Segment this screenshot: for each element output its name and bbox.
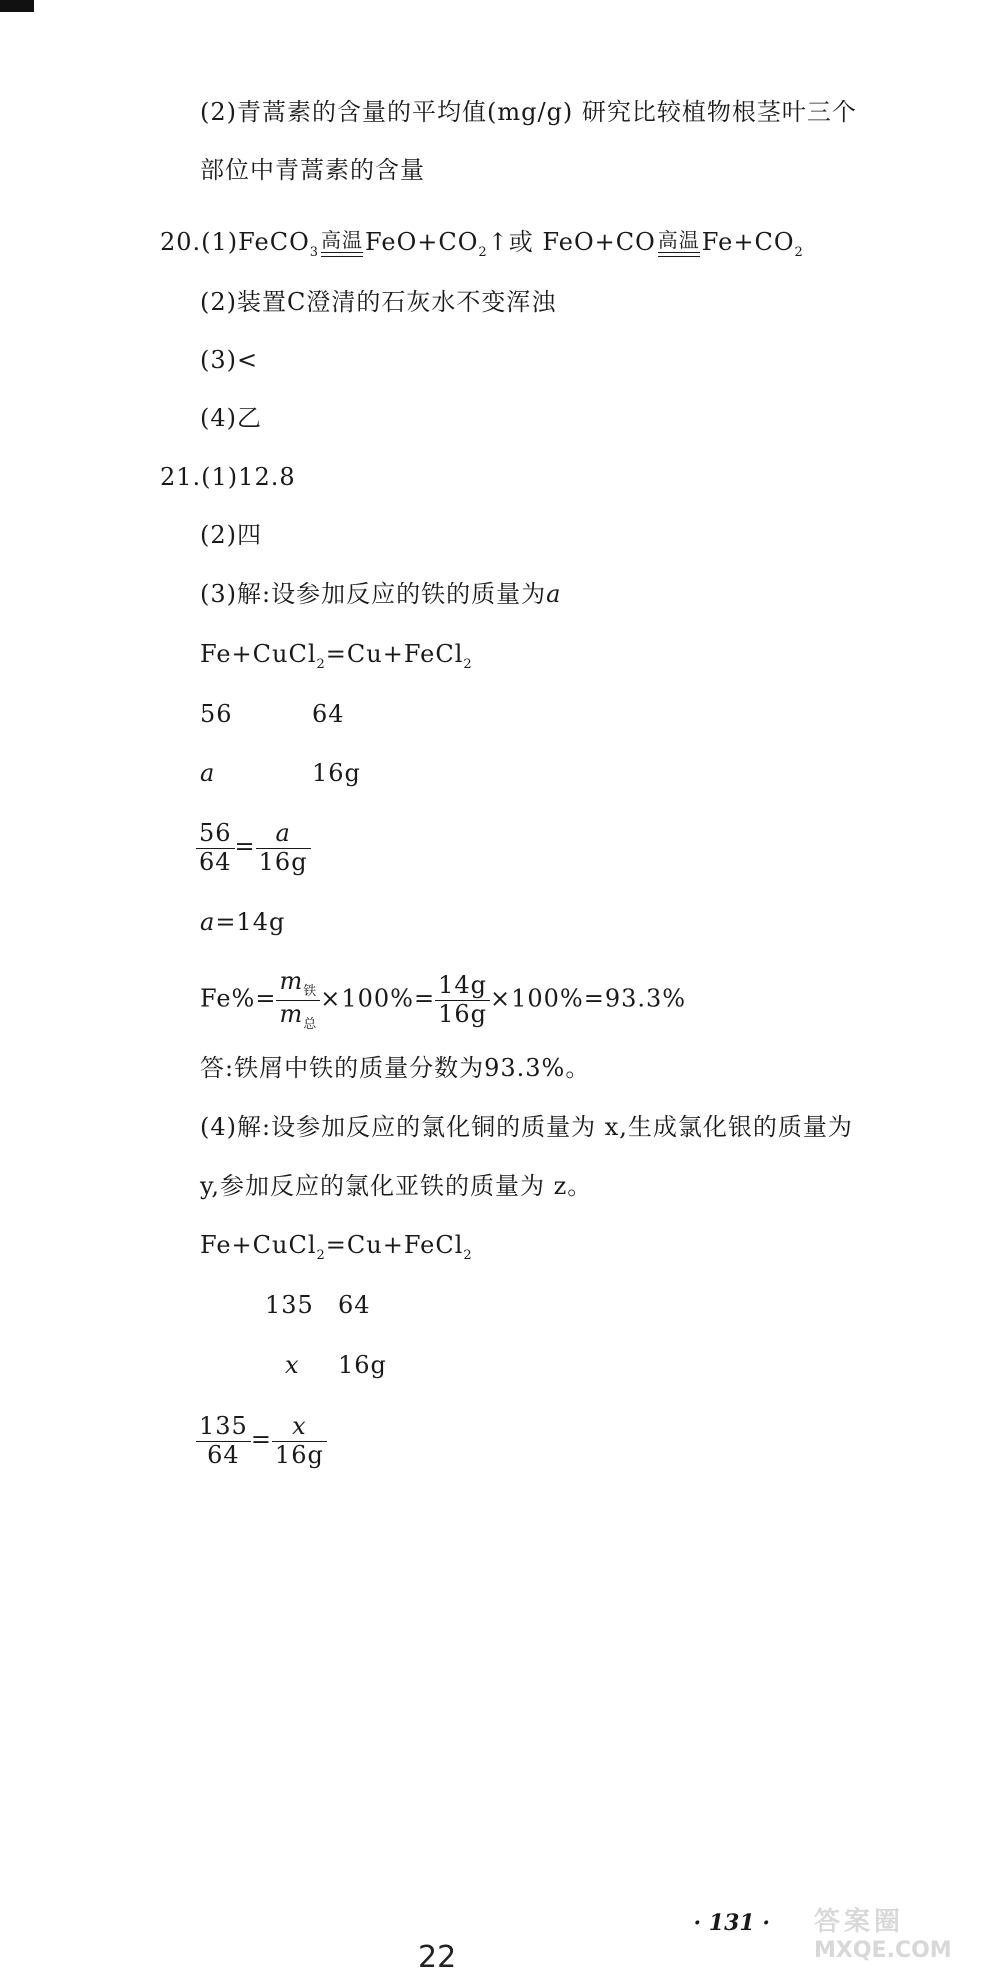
q19-part2: (2)青蒿素的含量的平均值(mg/g) 研究比较植物根茎叶三个: [200, 98, 857, 126]
q21-number: 21.: [160, 463, 202, 491]
corner-mark: [0, 0, 34, 12]
molar-mass-cu: 64: [312, 700, 345, 728]
given-mass-2: 16g: [338, 1351, 387, 1379]
q20-number: 20.: [160, 228, 202, 256]
answer-statement: 答:铁屑中铁的质量分数为93.3%。: [200, 1054, 591, 1082]
q19-part2-cont: 部位中青蒿素的含量: [200, 156, 425, 184]
q21-equation-1: Fe+CuCl$_2$=Cu+FeCl$_2$: [200, 640, 473, 672]
fraction: $\frac{14g}{16g}$: [435, 972, 490, 1028]
fraction: $\frac{56}{64}$: [196, 820, 235, 876]
percent-calculation: Fe%= $\frac{m_铁}{m_总}$ ×100%= $\frac{14g}{16g}$ ×100%=93.3%: [200, 967, 687, 1032]
reaction-condition: 高温: [658, 230, 700, 257]
q20-part2: (2)装置C澄清的石灰水不变浑浊: [200, 288, 557, 316]
proportion-2: $\frac{135}{64}$ = $\frac{x}{16g}$: [196, 1413, 327, 1469]
q20-part3: (3)<: [200, 346, 259, 374]
q21-part4-setup: (4)解:设参加反应的氯化铜的质量为 x,生成氯化银的质量为: [200, 1113, 853, 1141]
q20-part4: (4)乙: [200, 404, 262, 432]
result-a: a=14g: [200, 908, 286, 936]
q20-equation: 20.(1)FeCO$_3$ 高温 $FeO+CO_2↑$或 FeO+CO 高温 $Fe+CO_2$: [160, 228, 804, 260]
fraction: $\frac{x}{16g}$: [272, 1413, 327, 1469]
reaction-condition: 高温: [321, 230, 363, 257]
fraction: $\frac{m_铁}{m_总}$: [276, 968, 320, 1032]
q21-part1: 21.(1)12.8: [160, 463, 296, 491]
molar-mass-cucl2: 135: [265, 1291, 314, 1319]
q21-equation-2: Fe+CuCl$_2$=Cu+FeCl$_2$: [200, 1231, 473, 1263]
molar-mass-fe: 56: [200, 700, 233, 728]
unknown-x: x: [285, 1351, 300, 1379]
molar-mass-cu-2: 64: [338, 1291, 371, 1319]
fraction: $\frac{a}{16g}$: [256, 820, 311, 876]
handwritten-number: 22: [418, 1940, 457, 1975]
page-number: · 131 ·: [693, 1910, 770, 1936]
proportion-1: $\frac{56}{64}$ = $\frac{a}{16g}$: [196, 820, 311, 876]
fraction: $\frac{135}{64}$: [196, 1413, 251, 1469]
q21-part2: (2)四: [200, 521, 262, 549]
given-mass: 16g: [312, 759, 361, 787]
q21-part4-setup-cont: y,参加反应的氯化亚铁的质量为 z。: [200, 1172, 593, 1200]
unknown-a: a: [200, 759, 216, 787]
q21-part3-setup: (3)解:设参加反应的铁的质量为a: [200, 580, 562, 608]
watermark-logo: 答案圈 MXQE.COM: [814, 1907, 952, 1963]
